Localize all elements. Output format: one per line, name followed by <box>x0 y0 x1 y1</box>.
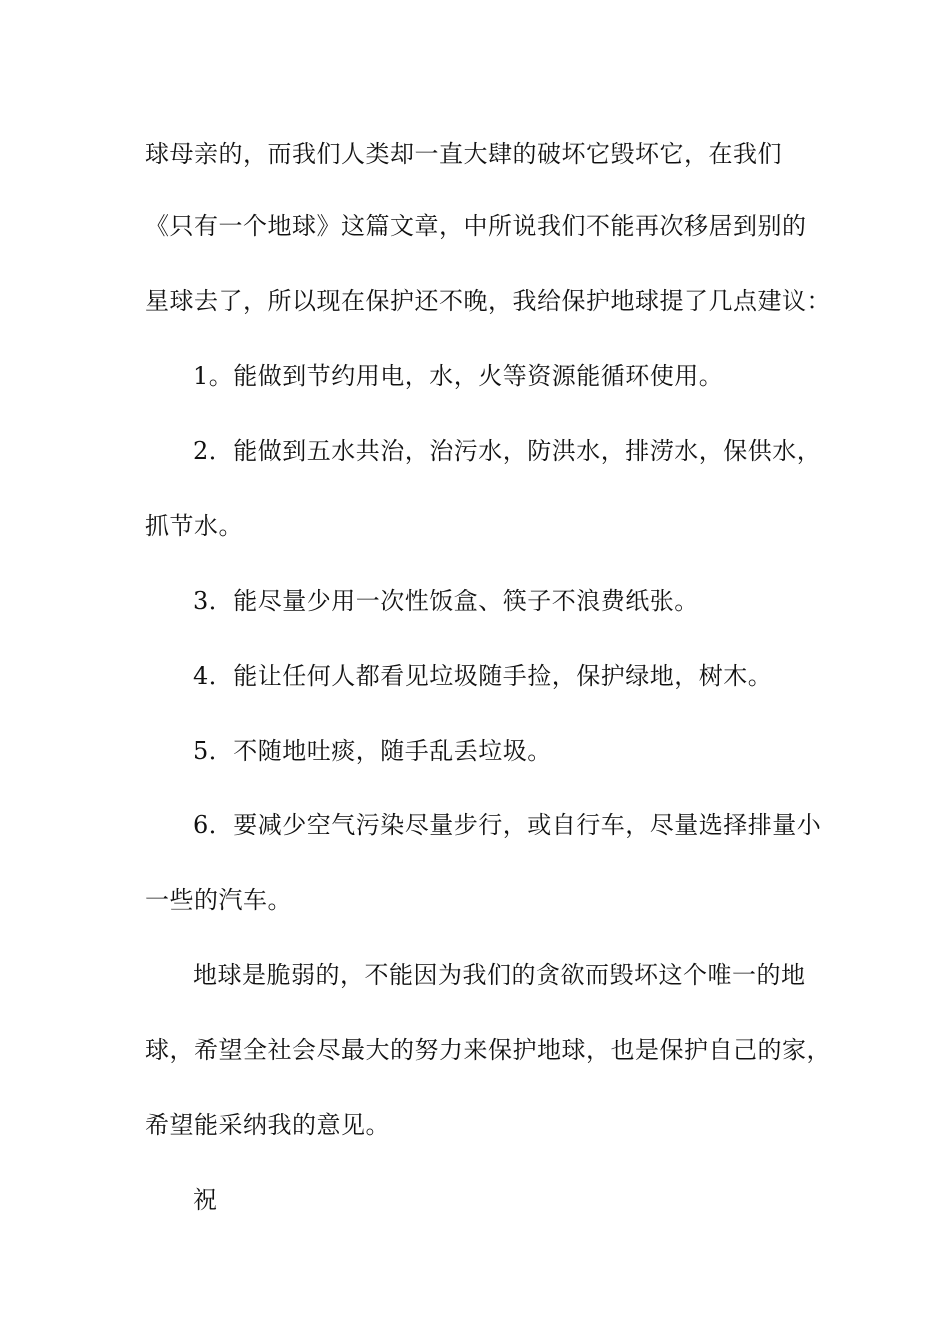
list-item-5: 5．不随地吐痰，随手乱丢垃圾。 <box>193 737 552 765</box>
closing-salutation: 祝 <box>193 1186 218 1214</box>
text-line: 一些的汽车。 <box>145 886 292 914</box>
text-line: 《只有一个地球》这篇文章，中所说我们不能再次移居到别的 <box>145 212 807 240</box>
text-line: 希望能采纳我的意见。 <box>145 1111 390 1139</box>
list-item-4: 4．能让任何人都看见垃圾随手捡，保护绿地，树木。 <box>193 662 773 690</box>
text-line: 抓节水。 <box>145 512 243 540</box>
list-item-6: 6．要减少空气污染尽量步行，或自行车，尽量选择排量小 <box>193 811 822 839</box>
list-item-3: 3．能尽量少用一次性饭盒、筷子不浪费纸张。 <box>193 587 699 615</box>
text-line: 星球去了，所以现在保护还不晚，我给保护地球提了几点建议： <box>145 287 831 315</box>
paragraph-start: 地球是脆弱的，不能因为我们的贪欲而毁坏这个唯一的地 <box>193 961 806 989</box>
list-item-1: 1。能做到节约用电，水，火等资源能循环使用。 <box>193 362 724 390</box>
list-item-2: 2．能做到五水共治，治污水，防洪水，排涝水，保供水， <box>193 437 822 465</box>
text-line: 球母亲的，而我们人类却一直大肆的破坏它毁坏它，在我们 <box>145 140 782 168</box>
text-line: 球，希望全社会尽最大的努力来保护地球，也是保护自己的家， <box>145 1036 831 1064</box>
